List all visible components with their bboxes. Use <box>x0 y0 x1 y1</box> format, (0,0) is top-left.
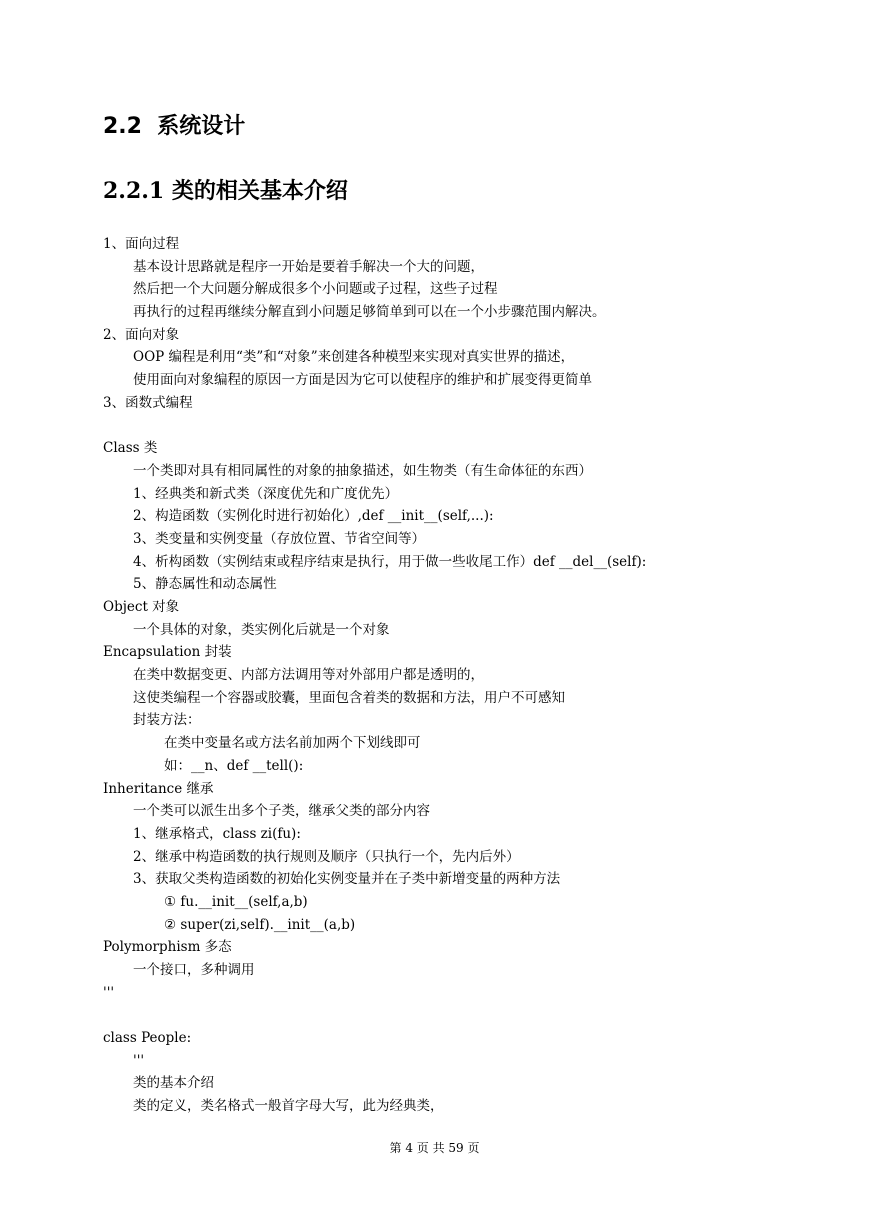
subsection-heading: 2.2.1 类的相关基本介绍 <box>103 178 348 204</box>
text-line: 一个类可以派生出多个子类，继承父类的部分内容 <box>133 803 430 820</box>
text-line <box>0 1004 869 1027</box>
text-line: 4、析构函数（实例结束或程序结束是执行，用于做一些收尾工作）def __del__(self): <box>133 553 647 570</box>
text-line: 2、继承中构造函数的执行规则及顺序（只执行一个，先内后外） <box>133 848 520 865</box>
text-line: ② super(zi,self).__init__(a,b) <box>164 916 356 933</box>
text-line: 1、经典类和新式类（深度优先和广度优先） <box>133 485 399 502</box>
text-line: Object 对象 <box>103 599 180 615</box>
text-line: Encapsulation 封装 <box>103 644 232 661</box>
text-line: 类的定义，类名格式一般首字母大写，此为经典类， <box>133 1098 444 1115</box>
text-line: ''' <box>133 1052 145 1069</box>
text-line: OOP 编程是利用“类”和“对象”来创建各种模型来实现对真实世界的描述， <box>133 349 575 366</box>
text-line: 再执行的过程再继续分解直到小问题足够简单到可以在一个小步骤范围内解决。 <box>133 304 606 321</box>
text-line: 使用面向对象编程的原因一方面是因为它可以使程序的维护和扩展变得更简单 <box>133 372 592 389</box>
text-line: 3、函数式编程 <box>103 394 193 411</box>
text-line: 2、面向对象 <box>103 326 180 343</box>
text-line: Polymorphism 多态 <box>103 939 232 956</box>
text-line: 5、静态属性和动态属性 <box>133 576 277 593</box>
text-line: 2、构造函数（实例化时进行初始化）,def __init__(self,...): <box>133 508 494 525</box>
text-line: 类的基本介绍 <box>133 1075 214 1092</box>
text-line: Class 类 <box>103 440 158 457</box>
text-line: Inheritance 继承 <box>103 780 214 797</box>
body-text <box>0 233 869 1118</box>
text-line: 1、继承格式，class zi(fu): <box>133 825 301 842</box>
text-line: 1、面向过程 <box>103 236 180 252</box>
text-line: 一个接口，多种调用 <box>133 962 255 978</box>
text-line: 如：__n、def __tell(): <box>164 757 304 774</box>
text-line: 在类中变量名或方法名前加两个下划线即可 <box>164 735 421 752</box>
text-line: 在类中数据变更、内部方法调用等对外部用户都是透明的， <box>133 667 484 684</box>
section-heading: 2.2 系统设计 <box>103 114 246 139</box>
text-line: ① fu.__init__(self,a,b) <box>164 893 308 910</box>
text-line: 这使类编程一个容器或胶囊，里面包含着类的数据和方法，用户不可感知 <box>133 689 565 706</box>
text-line <box>0 415 869 438</box>
text-line: ''' <box>103 984 115 1001</box>
text-line: 3、类变量和实例变量（存放位置、节省空间等） <box>133 530 426 547</box>
page-footer: 第 4 页 共 59 页 <box>389 1141 480 1155</box>
text-line: class People: <box>103 1030 192 1047</box>
text-line: 封装方法： <box>133 712 201 729</box>
text-line: 一个具体的对象，类实例化后就是一个对象 <box>133 621 390 638</box>
text-line: 3、获取父类构造函数的初始化实例变量并在子类中新增变量的两种方法 <box>133 871 561 888</box>
text-line: 基本设计思路就是程序一开始是要着手解决一个大的问题， <box>133 258 484 275</box>
text-line: 一个类即对具有相同属性的对象的抽象描述，如生物类（有生命体征的东西） <box>133 462 592 479</box>
text-line: 然后把一个大问题分解成很多个小问题或子过程，这些子过程 <box>133 281 498 298</box>
